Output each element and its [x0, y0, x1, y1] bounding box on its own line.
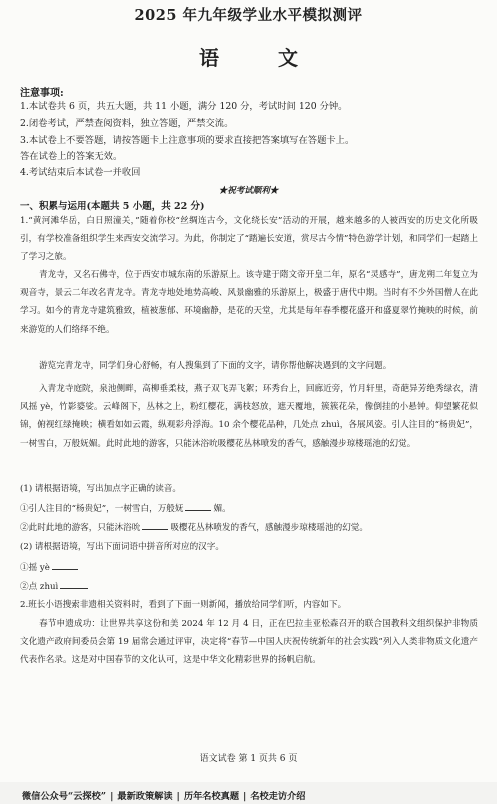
passage-paragraph-3-text: 入青龙寺庭院，泉池侧畔，高柳垂柔枝，燕子双飞弄飞絮；环秀台上，回廊近旁，竹月轩里，奇葩异芳绝秀绿衣，清风摇 yè，竹影婆娑。云峰阁下，丛林之上，粉红樱花，满枝怒放，遮天覆地，簇簇花朵，像倒挂的小悬钟。仰望繁花似锦，俯视红绿掩映；横看如如云霞，纵观彩舟浮海。10 余个樱花品种，几处点 zhuì，各展风姿。引人注目的“杨贵妃”，一树雪白，万般妩媚。此时此地的游客，只能沐浴吮吸樱花丛林喷发的香气，感触漫步琼楼瑶池的幻觉。: [20, 384, 478, 449]
notice-line-4: 答在试卷上的答案无效。: [20, 151, 123, 162]
answer-blank: [185, 502, 211, 511]
notice-line-5: 4.考试结束后本试卷一并收回: [20, 167, 141, 178]
blessing-mark: ★祝考试顺利★: [218, 186, 279, 196]
news-paragraph-text: 春节申遗成功：让世界共享这份和美 2024 年 12 月 4 日，正在巴拉圭亚松森召开的联合国教科文组织保护非物质文化遗产政府间委员会第 19 届常会通过评审，决定将“春节—中国人庆祝传统新年的社会实践”列入人类非物质文化遗产代表作名录。这是对中国春节的文化认可，这是中华文化精彩世界的扬帆启航。: [20, 619, 478, 666]
question-1-2: (2) 请根据语境，写出下面词语中拼音所对应的汉字。: [20, 542, 224, 552]
question-1-1-a-tail: 媚。: [213, 504, 231, 514]
passage-paragraph-2: [20, 357, 478, 375]
passage-paragraph-1: [20, 266, 478, 339]
question-1-1-a-text: ①引人注目的“杨贵妃”，一树雪白，万般妩: [20, 504, 184, 514]
question-2: 2.班长小语搜索非遗相关资料时，看到了下面一则新闻，播放给同学们听，内容如下。: [20, 600, 347, 610]
question-1-intro: 1.“黄河滩华岳，白日照潼关，”随着你校“丝绸连古今，文化绕长安”活动的开展，越来越多的人被西安的历史文化所吸引，有学校准备组织学生来西安交流学习。为此，你制定了“踏遍长安道，赏尽古今情”特色游学计划，和同学们一起踏上了学习之旅。: [20, 216, 478, 263]
subject-title: 语 文: [199, 46, 324, 70]
link-past-exams[interactable]: 历年名校真题: [183, 791, 240, 802]
question-1-1-b: [20, 521, 368, 534]
question-1-2-a-text: ①摇 yè: [20, 563, 50, 573]
passage-paragraph-1-text: 青龙寺，又名石佛寺，位于西安市城东南的乐游原上。该寺建于隋文帝开皇二年，原名“灵感寺”，唐龙朔二年复立为观音寺，景云二年改名青龙寺。青龙寺地处地势高峻、风景幽雅的乐游原上，极盛于唐代中期。当时有不少外国僧人在此学习。如今的青龙寺建筑雅致，植被葱郁、环境幽静，是花的天堂，尤其是每年春季樱花盛开和盛夏翠竹掩映的时候，前来游览的人们络绎不绝。: [20, 270, 478, 335]
question-1-1-b-tail: 吸樱花丛林喷发的香气，感触漫步琼楼瑶池的幻觉。: [170, 523, 368, 533]
exam-title: 2025 年九年级学业水平模拟测评: [134, 7, 363, 24]
question-1-1-b-text: ②此时此地的游客，只能沐浴吮: [20, 523, 141, 533]
link-policy[interactable]: 最新政策解读: [117, 791, 173, 802]
divider: |: [176, 791, 180, 802]
question-1-1: (1) 请根据语境，写出加点字正确的读音。: [20, 484, 181, 494]
question-1-2-b-text: ②点 zhuì: [20, 582, 59, 592]
section-heading: 一、积累与运用(本题共 5 小题，共 22 分): [20, 201, 205, 212]
wechat-prefix: 微信公众号“云探校”: [22, 791, 107, 802]
divider: |: [110, 791, 114, 802]
notice-line-3: 3.本试卷上不要答题，请按答题卡上注意事项的要求直接把答案填写在答题卡上。: [20, 135, 355, 146]
question-1-1-a: [20, 502, 231, 515]
notice-line-2: 2.闭卷考试，严禁查阅资料，独立答题，严禁交流。: [20, 118, 234, 129]
answer-blank: [60, 580, 88, 589]
question-1-2-b: [20, 580, 90, 593]
page-footer: 语文试卷 第 1 页共 6 页: [199, 754, 298, 764]
notice-line-1: 1.本试卷共 6 页，共五大题，共 11 小题，满分 120 分，考试时间 120 分钟。: [20, 101, 348, 112]
answer-blank: [142, 521, 168, 530]
divider: |: [243, 791, 247, 802]
answer-blank: [52, 561, 78, 570]
link-school-visits[interactable]: 名校走访介绍: [250, 791, 306, 802]
passage-paragraph-3: [20, 380, 478, 453]
question-1-2-a: [20, 561, 80, 574]
wechat-banner: [22, 788, 305, 802]
passage-paragraph-2-text: 游览完青龙寺，同学们身心舒畅，有人搜集到了下面的文字，请你帮他解决遇到的文字问题。: [39, 361, 392, 371]
notice-heading: 注意事项:: [20, 88, 64, 99]
news-paragraph: [20, 615, 478, 670]
